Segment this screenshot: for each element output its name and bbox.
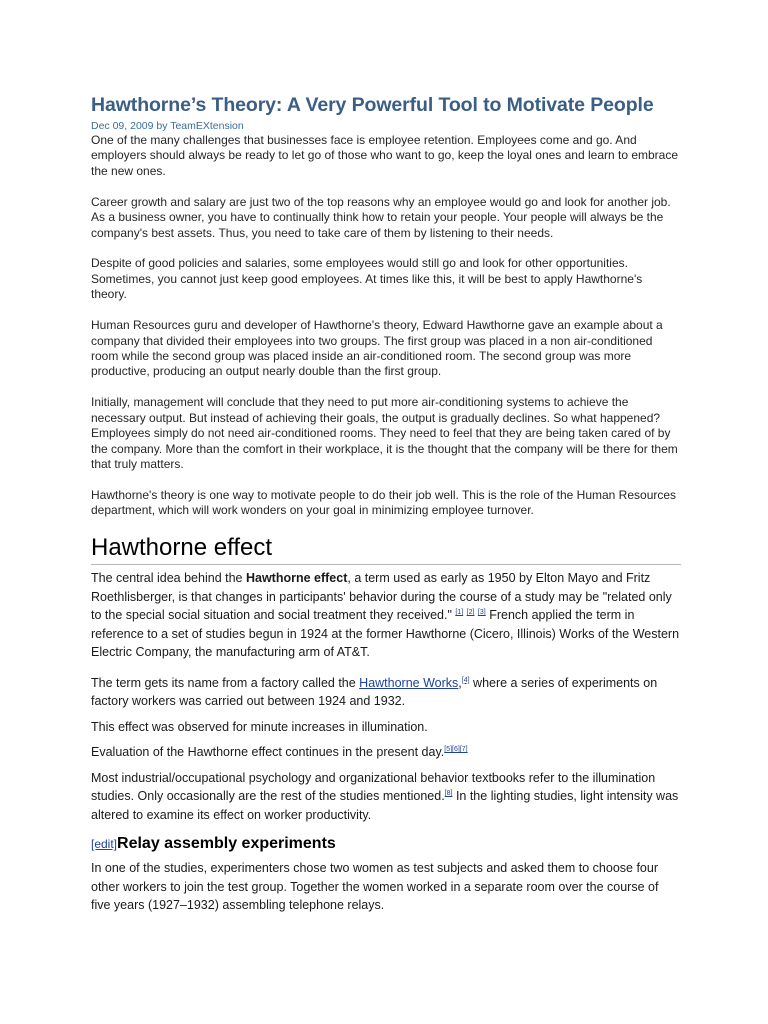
- citation-link-1[interactable]: [1]: [455, 609, 464, 617]
- subsection-heading-relay: [91, 833, 681, 855]
- citation-link-2[interactable]: [2]: [466, 609, 475, 617]
- citation-link-8[interactable]: [8]: [444, 790, 453, 798]
- wiki-paragraph-relay: In one of the studies, experimenters chose two women as test subjects and asked them to choose four other workers to join the test group. Together the women worked in a separate room over the course of five years (1927–1932) assembling telephone relays.: [91, 861, 659, 913]
- section-heading-hawthorne-effect: Hawthorne effect: [91, 534, 681, 565]
- text-span: The term gets its name from a factory called the: [91, 675, 360, 690]
- text-span: ,: [458, 675, 462, 690]
- article-byline: Dec 09, 2009 by TeamEXtension: [91, 120, 244, 132]
- citation-link-5-6-7[interactable]: [5][6][7]: [444, 746, 468, 754]
- wiki-paragraph-textbooks: [91, 769, 681, 825]
- text-span: , a term used as early as 1950 by Elton Mayo and Fritz Roethlisberger, is that changes in participants' behavior during the course of a study may be "related only to the special social situation and social treatment they received.": [91, 571, 672, 623]
- text-span: French applied the term in reference to a set of studies begun in 1924 at the former Hawthorne (Cicero, Illinois) Works of the Western Electric Company, the manufacturing arm of AT&T.: [91, 608, 680, 660]
- article-paragraph: One of the many challenges that businesses face is employee retention. Employees come and go. And employers should always be ready to let go of those who want to go, keep the loyal ones and learn to embrace the new ones.: [91, 133, 679, 178]
- wiki-paragraph-illumination: This effect was observed for minute increases in illumination.: [91, 719, 428, 734]
- article-paragraph: Human Resources guru and developer of Hawthorne's theory, Edward Hawthorne gave an example about a company that divided their employees into two groups. The first group was placed in a non air-conditioned room while the second group was placed inside an air-conditioned room. The second group was more productive, producing an output nearly double than the first group.: [91, 318, 663, 379]
- article-paragraph: Despite of good policies and salaries, some employees would still go and look for other opportunities. Sometimes, you cannot just keep good employees. At times like this, it will be best to apply Hawthorne's theory.: [91, 256, 643, 302]
- article-title: Hawthorne’s Theory: A Very Powerful Tool to Motivate People: [91, 94, 654, 116]
- bold-term: Hawthorne effect: [245, 571, 348, 586]
- wiki-paragraph-intro: [91, 569, 681, 662]
- text-span: Most industrial/occupational psychology and organizational behavior textbooks refer to the illumination studies. Only occasionally are the rest of the studies mentioned.: [91, 770, 656, 804]
- hawthorne-works-link[interactable]: Hawthorne Works: [359, 675, 459, 690]
- article-paragraph: Initially, management will conclude that they need to put more air-conditioning systems to achieve the necessary output. But instead of achieving their goals, the output is gradually declines. So what happened? Employees simply do not need air-conditioned rooms. They need to feel that they are being taken cared of by the company. More than the comfort in their workplace, it is the thought that the company will be there for them that truly matters.: [91, 395, 678, 471]
- text-span: Evaluation of the Hawthorne effect continues in the present day.: [91, 745, 445, 760]
- wiki-paragraph-name-origin: [91, 674, 681, 711]
- wiki-paragraph-evaluation: [91, 743, 681, 762]
- text-span: where a series of experiments on factory workers was carried out between 1924 and 1932.: [91, 675, 658, 709]
- text-span: In the lighting studies, light intensity was altered to examine its effect on worker productivity.: [91, 789, 679, 822]
- citation-link-4[interactable]: [4]: [461, 676, 470, 684]
- document-page: [91, 92, 681, 922]
- edit-link[interactable]: [edit]: [91, 837, 118, 852]
- citation-link-3[interactable]: [3]: [477, 609, 486, 617]
- article-paragraph: Career growth and salary are just two of the top reasons why an employee would go and look for another job. As a business owner, you have to continually think how to retain your people. Your people will always be the company's best assets. Thus, you need to take care of them by listening to their needs.: [91, 194, 671, 240]
- text-span: The central idea behind the: [91, 571, 246, 586]
- subsection-title: Relay assembly experiments: [117, 835, 336, 853]
- article-paragraph: Hawthorne's theory is one way to motivate people to do their job well. This is the role of the Human Resources department, which will work wonders on your goal in minimizing employee turnover.: [91, 487, 677, 518]
